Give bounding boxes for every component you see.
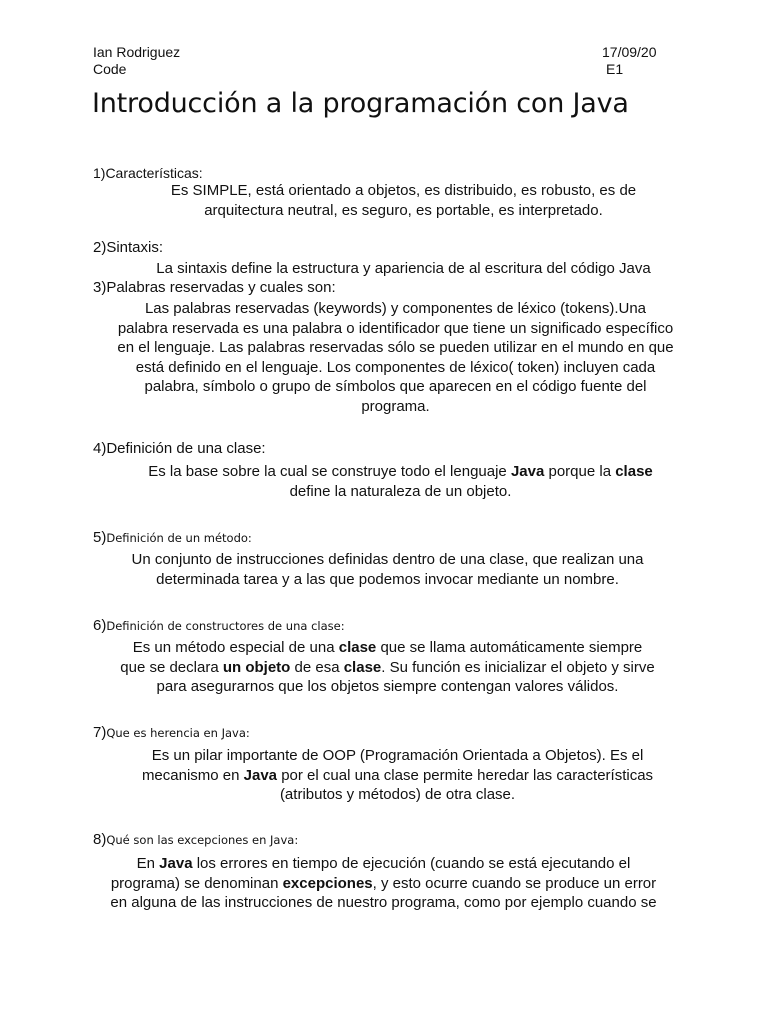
section-title: Qué son las excepciones en Java: — [106, 833, 299, 847]
text-line: programa. — [361, 397, 430, 415]
section-4-body — [90, 462, 711, 501]
text-run: mecanismo en — [141, 766, 244, 784]
text-line — [77, 638, 698, 658]
text-run: programa) se denominan — [110, 874, 283, 892]
section-heading-4: 4)Definición de una clase: — [93, 440, 266, 457]
text-run: Es la base sobre la cual se construye todo el lenguaje — [148, 463, 511, 480]
text-line: Un conjunto de instrucciones definidas dentro de una clase, que realizan una — [131, 551, 644, 568]
text-line: (atributos y métodos) de otra clase. — [279, 786, 516, 804]
page-title: Introducción a la programación con Java — [92, 88, 629, 119]
section-title: Que es herencia en Java: — [106, 726, 250, 740]
text-line: palabra reservada es una palabra o identificador que tiene un significado específico — [117, 319, 674, 337]
text-line: La sintaxis define la estructura y apariencia de al escritura del código Java — [156, 260, 651, 277]
section-heading-2: 2)Sintaxis: — [93, 239, 164, 256]
bold-run: clase — [615, 463, 653, 480]
text-line: Las palabras reservadas (keywords) y componentes de léxico (tokens).Una — [144, 300, 647, 317]
group-code: E1 — [606, 61, 624, 77]
text-line — [73, 874, 694, 894]
section-number: 5) — [93, 529, 107, 546]
text-line: palabra, símbolo o grupo de símbolos que aparecen en el código fuente del — [144, 378, 647, 396]
section-1-body — [93, 181, 714, 220]
text-line — [90, 462, 711, 482]
text-run: . Su función es inicializar el objeto y sirve — [381, 658, 655, 676]
section-heading-6 — [93, 617, 345, 635]
section-8-body — [73, 854, 694, 913]
section-number: 6) — [93, 617, 107, 634]
section-title: Definición de constructores de una clase: — [106, 619, 345, 633]
text-run: por el cual una clase permite heredar las características — [277, 766, 654, 784]
text-line: determinada tarea y a las que podemos invocar mediante un nombre. — [156, 570, 619, 588]
text-line: para asegurarnos que los objetos siempre contengan valores válidos. — [156, 678, 619, 696]
section-7-body — [87, 746, 708, 805]
section-3-body — [85, 299, 706, 417]
text-run: que se declara — [120, 658, 223, 676]
bold-run: un objeto — [222, 658, 291, 676]
section-2-body — [93, 259, 714, 279]
text-line: arquitectura neutral, es seguro, es portable, es interpretado. — [204, 201, 603, 219]
section-5-body — [77, 550, 698, 589]
text-run: , y esto ocurre cuando se produce un error — [372, 874, 657, 892]
text-line — [77, 658, 698, 678]
subject-label: Code — [93, 61, 127, 77]
section-heading-1: 1)Características: — [93, 165, 203, 181]
text-line: Es SIMPLE, está orientado a objetos, es distribuido, es robusto, es de — [170, 182, 637, 199]
bold-run: excepciones — [282, 874, 373, 892]
text-line: Es un pilar importante de OOP (Programación Orientada a Objetos). Es el — [151, 747, 644, 764]
text-run: porque la — [544, 463, 616, 480]
bold-run: Java — [510, 463, 545, 480]
bold-run: Java — [159, 855, 193, 872]
author-name: Ian Rodriguez — [93, 44, 181, 60]
text-line — [73, 854, 694, 874]
text-line: en el lenguaje. Las palabras reservadas sólo se pueden utilizar en el mundo en que — [117, 339, 674, 357]
text-line — [87, 766, 708, 786]
document-date: 17/09/20 — [602, 44, 657, 60]
text-run: los errores en tiempo de ejecución (cuando se está ejecutando el — [192, 855, 631, 872]
text-run: Es un método especial de una — [132, 639, 339, 656]
text-run: que se llama automáticamente siempre — [376, 639, 643, 656]
section-6-body — [77, 638, 698, 697]
section-heading-5 — [93, 529, 252, 547]
section-heading-3: 3)Palabras reservadas y cuales son: — [93, 279, 336, 296]
bold-run: Java — [243, 766, 278, 784]
text-line: en alguna de las instrucciones de nuestro programa, como por ejemplo cuando se — [110, 894, 657, 912]
section-heading-7 — [93, 724, 250, 742]
text-run: de esa — [290, 658, 344, 676]
text-run: En — [136, 855, 160, 872]
section-number: 7) — [93, 724, 107, 741]
bold-run: clase — [338, 639, 377, 656]
text-line: está definido en el lenguaje. Los componentes de léxico( token) incluyen cada — [135, 358, 656, 376]
bold-run: clase — [343, 658, 382, 676]
section-title: Definición de un método: — [106, 531, 252, 545]
section-heading-8 — [93, 831, 298, 849]
text-line: define la naturaleza de un objeto. — [289, 482, 512, 500]
section-number: 8) — [93, 831, 107, 848]
